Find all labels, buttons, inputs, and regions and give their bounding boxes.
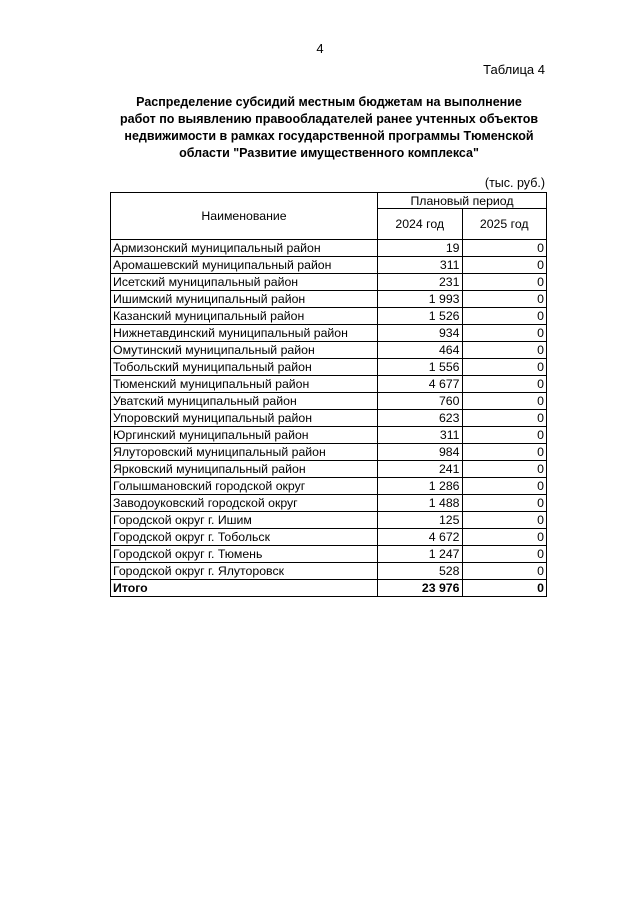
row-value-2025-cell: 0	[462, 376, 547, 393]
row-value-2024-cell: 311	[378, 257, 463, 274]
table-row	[111, 257, 547, 274]
row-name-cell: Исетский муниципальный район	[111, 274, 378, 291]
table-row	[111, 444, 547, 461]
heading-line: Распределение субсидий местным бюджетам на выполнение	[136, 95, 522, 109]
row-value-2025-cell: 0	[462, 478, 547, 495]
page-number: 4	[316, 41, 324, 56]
row-name-cell: Уватский муниципальный район	[111, 393, 378, 410]
table-row	[111, 274, 547, 291]
row-name-cell: Омутинский муниципальный район	[111, 342, 378, 359]
row-name-cell: Ялуторовский муниципальный район	[111, 444, 378, 461]
table-row	[111, 291, 547, 308]
row-value-2024-cell: 1 556	[378, 359, 463, 376]
row-name-cell: Заводоуковский городской округ	[111, 495, 378, 512]
row-value-2025-cell: 0	[462, 444, 547, 461]
table-row	[111, 461, 547, 478]
row-value-2025-cell: 0	[462, 359, 547, 376]
row-name-cell: Городской округ г. Тобольск	[111, 529, 378, 546]
header-planned-period: Плановый период	[378, 193, 547, 209]
table-row	[111, 478, 547, 495]
header-year-2025: 2025 год	[462, 209, 547, 240]
table-row	[111, 546, 547, 563]
row-value-2025-cell: 0	[462, 495, 547, 512]
row-value-2025-cell: 0	[462, 410, 547, 427]
row-value-2025-cell: 0	[462, 240, 547, 257]
row-value-2024-cell: 241	[378, 461, 463, 478]
total-row	[111, 580, 547, 597]
row-value-2025-cell: 0	[462, 308, 547, 325]
row-value-2024-cell: 1 488	[378, 495, 463, 512]
subsidy-table	[110, 192, 547, 597]
row-value-2025-cell: 0	[462, 274, 547, 291]
row-value-2025-cell: 0	[462, 529, 547, 546]
row-value-2024-cell: 1 526	[378, 308, 463, 325]
total-2025-cell: 0	[462, 580, 547, 597]
row-value-2024-cell: 4 677	[378, 376, 463, 393]
row-value-2025-cell: 0	[462, 427, 547, 444]
table-row	[111, 512, 547, 529]
row-name-cell: Упоровский муниципальный район	[111, 410, 378, 427]
row-value-2024-cell: 19	[378, 240, 463, 257]
row-value-2025-cell: 0	[462, 546, 547, 563]
row-value-2025-cell: 0	[462, 342, 547, 359]
header-year-2024: 2024 год	[378, 209, 463, 240]
row-value-2024-cell: 760	[378, 393, 463, 410]
row-value-2024-cell: 1 247	[378, 546, 463, 563]
row-value-2024-cell: 623	[378, 410, 463, 427]
row-name-cell: Ярковский муниципальный район	[111, 461, 378, 478]
row-value-2024-cell: 311	[378, 427, 463, 444]
total-2024-cell: 23 976	[378, 580, 463, 597]
row-name-cell: Юргинский муниципальный район	[111, 427, 378, 444]
units-label: (тыс. руб.)	[484, 176, 545, 190]
table-label: Таблица 4	[483, 62, 545, 77]
heading-line: недвижимости в рамках государственной программы Тюменской	[124, 129, 534, 143]
row-name-cell: Городской округ г. Ишим	[111, 512, 378, 529]
table-row	[111, 563, 547, 580]
row-value-2024-cell: 125	[378, 512, 463, 529]
row-name-cell: Городской округ г. Тюмень	[111, 546, 378, 563]
heading-line: области "Развитие имущественного комплекса"	[179, 146, 479, 160]
row-value-2024-cell: 984	[378, 444, 463, 461]
row-name-cell: Нижнетавдинский муниципальный район	[111, 325, 378, 342]
table-row	[111, 240, 547, 257]
row-name-cell: Армизонский муниципальный район	[111, 240, 378, 257]
row-name-cell: Городской округ г. Ялуторовск	[111, 563, 378, 580]
row-value-2025-cell: 0	[462, 325, 547, 342]
row-name-cell: Голышмановский городской округ	[111, 478, 378, 495]
table-row	[111, 410, 547, 427]
row-value-2024-cell: 464	[378, 342, 463, 359]
row-name-cell: Тюменский муниципальный район	[111, 376, 378, 393]
row-value-2024-cell: 4 672	[378, 529, 463, 546]
document-heading	[100, 94, 558, 162]
table-row	[111, 393, 547, 410]
row-name-cell: Казанский муниципальный район	[111, 308, 378, 325]
row-value-2024-cell: 231	[378, 274, 463, 291]
row-value-2025-cell: 0	[462, 257, 547, 274]
table-row	[111, 529, 547, 546]
header-name: Наименование	[111, 193, 378, 240]
row-value-2025-cell: 0	[462, 393, 547, 410]
table-row	[111, 308, 547, 325]
row-value-2024-cell: 528	[378, 563, 463, 580]
heading-line: работ по выявлению правообладателей ранее учтенных объектов	[119, 112, 539, 126]
table-row	[111, 495, 547, 512]
row-value-2025-cell: 0	[462, 291, 547, 308]
table-row	[111, 359, 547, 376]
total-label-cell: Итого	[111, 580, 378, 597]
row-name-cell: Ишимский муниципальный район	[111, 291, 378, 308]
row-value-2025-cell: 0	[462, 461, 547, 478]
table-row	[111, 427, 547, 444]
row-value-2025-cell: 0	[462, 512, 547, 529]
row-value-2024-cell: 934	[378, 325, 463, 342]
row-name-cell: Тобольский муниципальный район	[111, 359, 378, 376]
row-value-2024-cell: 1 286	[378, 478, 463, 495]
row-value-2025-cell: 0	[462, 563, 547, 580]
table-row	[111, 325, 547, 342]
row-name-cell: Аромашевский муниципальный район	[111, 257, 378, 274]
table-row	[111, 342, 547, 359]
row-value-2024-cell: 1 993	[378, 291, 463, 308]
table-row	[111, 376, 547, 393]
